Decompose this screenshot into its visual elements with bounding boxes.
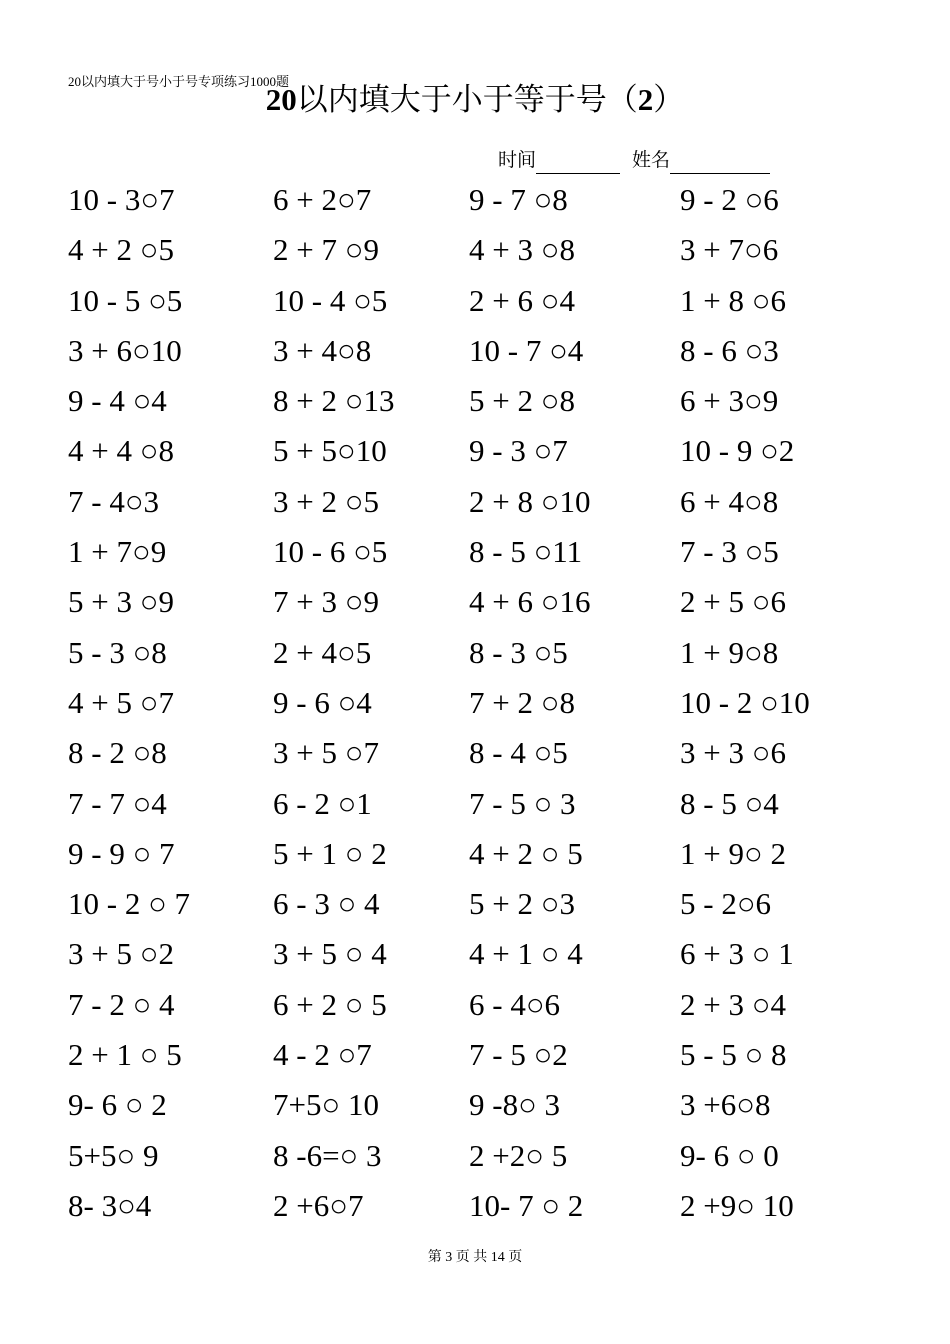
comparison-problem[interactable]: 3 + 3 ○6	[680, 735, 786, 771]
comparison-problem[interactable]: 4 + 1 ○ 4	[469, 936, 583, 972]
comparison-problem[interactable]: 3 + 4○8	[273, 332, 372, 368]
comparison-problem[interactable]: 7 - 7 ○4	[68, 785, 167, 821]
comparison-problem[interactable]: 8- 3○4	[68, 1187, 152, 1223]
comparison-problem[interactable]: 5 + 2 ○8	[469, 383, 575, 419]
name-label: 姓名	[632, 150, 671, 171]
comparison-problem[interactable]: 8 - 6 ○3	[680, 332, 779, 368]
page-footer: 第 3 页 共 14 页	[427, 1250, 523, 1265]
comparison-problem[interactable]: 5 + 2 ○3	[469, 886, 575, 922]
comparison-problem[interactable]: 7 - 5 ○ 3	[469, 785, 576, 821]
comparison-problem[interactable]: 5 - 5 ○ 8	[680, 1037, 787, 1073]
comparison-problem[interactable]: 3 + 5 ○7	[273, 735, 379, 771]
comparison-problem[interactable]: 6 + 4○8	[680, 483, 779, 519]
comparison-problem[interactable]: 3 + 5 ○2	[68, 936, 174, 972]
comparison-problem[interactable]: 9 - 6 ○4	[273, 684, 372, 720]
comparison-problem[interactable]: 2 + 1 ○ 5	[68, 1037, 182, 1073]
comparison-problem[interactable]: 10 - 2 ○10	[680, 684, 810, 720]
problem-row	[0, 429, 950, 479]
title-text: 以内填大于小于等于号（	[296, 82, 638, 117]
comparison-problem[interactable]: 4 + 3 ○8	[469, 232, 575, 268]
problem-row	[0, 631, 950, 681]
comparison-problem[interactable]: 2 +9○ 10	[680, 1187, 794, 1223]
comparison-problem[interactable]: 10 - 3○7	[68, 182, 175, 217]
comparison-problem[interactable]: 9- 6 ○ 2	[68, 1087, 167, 1123]
comparison-problem[interactable]: 6 + 2 ○ 5	[273, 986, 387, 1022]
comparison-problem[interactable]: 2 +6○7	[273, 1187, 364, 1223]
comparison-problem[interactable]: 1 + 9○ 2	[680, 835, 786, 871]
comparison-problem[interactable]: 10 - 9 ○2	[680, 433, 795, 469]
comparison-problem[interactable]: 4 + 6 ○16	[469, 584, 591, 620]
page-title	[0, 80, 950, 120]
comparison-problem[interactable]: 7 + 3 ○9	[273, 584, 379, 620]
comparison-problem[interactable]: 3 + 2 ○5	[273, 483, 379, 519]
time-blank[interactable]	[536, 151, 620, 174]
comparison-problem[interactable]: 2 + 3 ○4	[680, 986, 786, 1022]
comparison-problem[interactable]: 9 - 7 ○8	[469, 182, 568, 217]
comparison-problem[interactable]: 9- 6 ○ 0	[680, 1137, 779, 1173]
comparison-problem[interactable]: 1 + 7○9	[68, 534, 167, 570]
comparison-problem[interactable]: 3 + 6○10	[68, 332, 182, 368]
comparison-problem[interactable]: 8 + 2 ○13	[273, 383, 395, 419]
problem-row	[0, 1033, 950, 1083]
title-close: ）	[653, 82, 685, 117]
comparison-problem[interactable]: 4 + 4 ○8	[68, 433, 174, 469]
comparison-problem[interactable]: 7+5○ 10	[273, 1087, 379, 1123]
comparison-problem[interactable]: 6 + 3 ○ 1	[680, 936, 794, 972]
comparison-problem[interactable]: 3 +6○8	[680, 1087, 771, 1123]
problem-row	[0, 379, 950, 429]
comparison-problem[interactable]: 8 - 3 ○5	[469, 634, 568, 670]
title-paren-number: 2	[637, 82, 654, 117]
comparison-problem[interactable]: 5 - 3 ○8	[68, 634, 167, 670]
comparison-problem[interactable]: 9 - 3 ○7	[469, 433, 568, 469]
comparison-problem[interactable]: 10- 7 ○ 2	[469, 1187, 584, 1223]
comparison-problem[interactable]: 5 + 3 ○9	[68, 584, 174, 620]
comparison-problem[interactable]: 7 - 2 ○ 4	[68, 986, 175, 1022]
comparison-problem[interactable]: 3 + 7○6	[680, 232, 779, 268]
comparison-problem[interactable]: 7 + 2 ○8	[469, 684, 575, 720]
comparison-problem[interactable]: 7 - 3 ○5	[680, 534, 779, 570]
comparison-problem[interactable]: 2 + 7 ○9	[273, 232, 379, 268]
comparison-problem[interactable]: 10 - 4 ○5	[273, 282, 388, 318]
comparison-problem[interactable]: 8 - 4 ○5	[469, 735, 568, 771]
comparison-problem[interactable]: 10 - 7 ○4	[469, 332, 584, 368]
comparison-problem[interactable]: 5 - 2○6	[680, 886, 772, 922]
comparison-problem[interactable]: 8 - 5 ○11	[469, 534, 583, 570]
comparison-problem[interactable]: 5+5○ 9	[68, 1137, 159, 1173]
header-note: 20以内填大于号小于号专项练习1000题	[68, 74, 290, 89]
comparison-problem[interactable]: 8 -6=○ 3	[273, 1137, 382, 1173]
comparison-problem[interactable]: 6 - 2 ○1	[273, 785, 372, 821]
comparison-problem[interactable]: 1 + 9○8	[680, 634, 779, 670]
problem-row	[0, 882, 950, 932]
comparison-problem[interactable]: 7 - 5 ○2	[469, 1037, 568, 1073]
comparison-problem[interactable]: 2 + 4○5	[273, 634, 372, 670]
comparison-problem[interactable]: 4 + 2 ○5	[68, 232, 174, 268]
comparison-problem[interactable]: 4 + 2 ○ 5	[469, 835, 583, 871]
problem-row	[0, 782, 950, 832]
comparison-problem[interactable]: 9 - 2 ○6	[680, 182, 779, 217]
problem-row	[0, 530, 950, 580]
problem-row	[0, 681, 950, 731]
problem-row	[0, 932, 950, 982]
problem-row	[0, 1134, 950, 1184]
problem-row	[0, 731, 950, 781]
comparison-problem[interactable]: 9 - 9 ○ 7	[68, 835, 175, 871]
comparison-problem[interactable]: 9 -8○ 3	[469, 1087, 561, 1123]
comparison-problem[interactable]: 10 - 2 ○ 7	[68, 886, 191, 922]
comparison-problem[interactable]: 3 + 5 ○ 4	[273, 936, 387, 972]
problem-grid	[0, 178, 950, 1234]
title-number: 20	[265, 82, 297, 117]
problem-row	[0, 279, 950, 329]
comparison-problem[interactable]: 4 - 2 ○7	[273, 1037, 372, 1073]
time-label: 时间	[498, 150, 537, 171]
problem-row	[0, 480, 950, 530]
comparison-problem[interactable]: 2 + 8 ○10	[469, 483, 591, 519]
comparison-problem[interactable]: 5 + 1 ○ 2	[273, 835, 387, 871]
problem-row	[0, 228, 950, 278]
comparison-problem[interactable]: 2 +2○ 5	[469, 1137, 568, 1173]
comparison-problem[interactable]: 6 + 2○7	[273, 182, 372, 217]
comparison-problem[interactable]: 8 - 2 ○8	[68, 735, 167, 771]
student-fields	[498, 148, 770, 174]
comparison-problem[interactable]: 10 - 5 ○5	[68, 282, 183, 318]
comparison-problem[interactable]: 9 - 4 ○4	[68, 383, 167, 419]
problem-row	[0, 329, 950, 379]
comparison-problem[interactable]: 6 - 4○6	[469, 986, 561, 1022]
comparison-problem[interactable]: 2 + 5 ○6	[680, 584, 786, 620]
problem-row	[0, 1083, 950, 1133]
comparison-problem[interactable]: 4 + 5 ○7	[68, 684, 174, 720]
comparison-problem[interactable]: 8 - 5 ○4	[680, 785, 779, 821]
comparison-problem[interactable]: 7 - 4○3	[68, 483, 160, 519]
problem-row	[0, 580, 950, 630]
comparison-problem[interactable]: 6 - 3 ○ 4	[273, 886, 380, 922]
problem-row	[0, 178, 950, 228]
problem-row	[0, 1184, 950, 1234]
name-blank[interactable]	[670, 151, 770, 174]
comparison-problem[interactable]: 10 - 6 ○5	[273, 534, 388, 570]
comparison-problem[interactable]: 2 + 6 ○4	[469, 282, 575, 318]
comparison-problem[interactable]: 5 + 5○10	[273, 433, 387, 469]
problem-row	[0, 832, 950, 882]
problem-row	[0, 983, 950, 1033]
comparison-problem[interactable]: 6 + 3○9	[680, 383, 779, 419]
comparison-problem[interactable]: 1 + 8 ○6	[680, 282, 786, 318]
